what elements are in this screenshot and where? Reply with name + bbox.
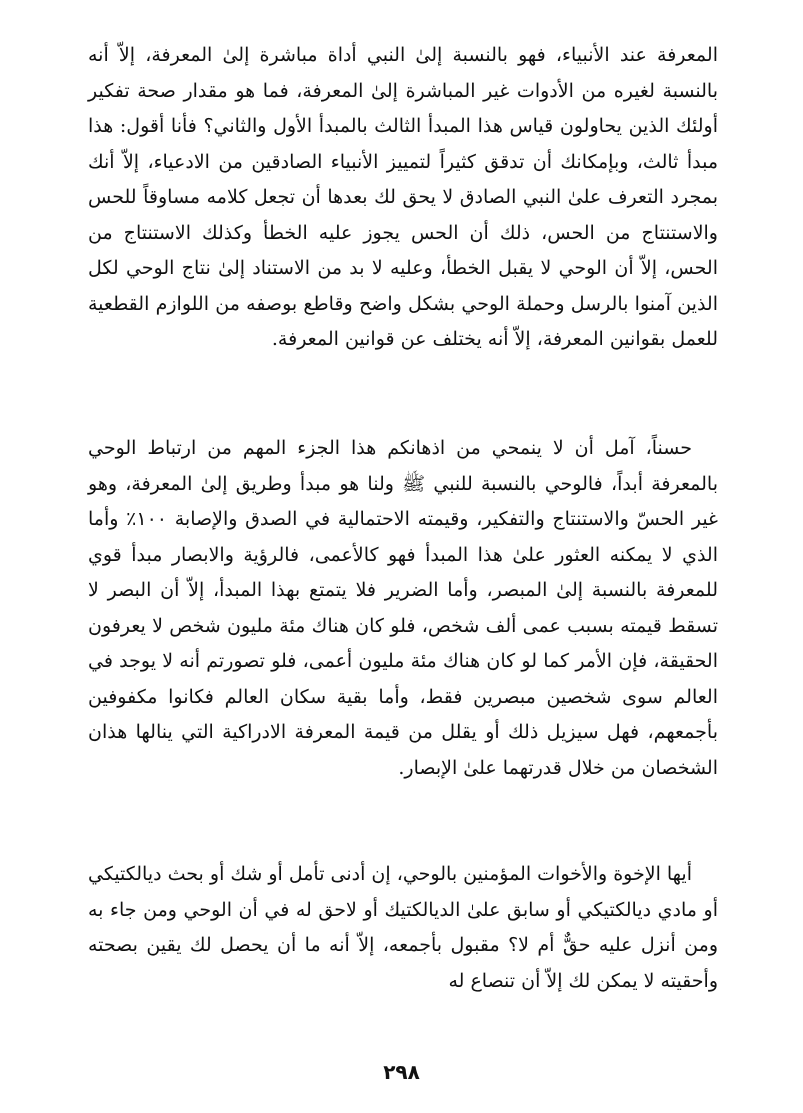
paragraph-3	[88, 857, 718, 999]
paragraph-1-text: المعرفة عند الأنبياء، فهو بالنسبة إلىٰ النبي أداة مباشرة إلىٰ المعرفة، إلاّ أنه بالنسبة لغيره من الأدوات غير المباشرة إلىٰ المعرفة، فما هو مقدار صحة تفكير أولئك الذين يحاولون قياس هذا المبدأ الثالث بالمبدأ الأول والثاني؟ فأنا أقول: هذا مبدأ ثالث، وبإمكانك أن تدقق كثيراً لتمييز الأنبياء الصادقين من الادعياء، إلاّ أنك بمجرد التعرف علىٰ النبي الصادق لا يحق لك بعدها أن تجعل كلامه مساوقاً للحس والاستنتاج من الحس، ذلك أن الحس يجوز عليه الخطأ وكذلك الاستنتاج من الحس، إلاّ أن الوحي لا يقبل الخطأ، وعليه لا بد من الاستناد إلىٰ نتاج الوحي لكل الذين آمنوا بالرسل وحملة الوحي بشكل واضح وقاطع بوصفه من اللوازم القطعية للعمل بقوانين المعرفة، إلاّ أنه يختلف عن قوانين المعرفة.	[88, 44, 718, 350]
page-number: ٢٩٨	[383, 1060, 420, 1084]
paragraph-2-text: حسناً، آمل أن لا ينمحي من اذهانكم هذا الجزء المهم من ارتباط الوحي بالمعرفة أبداً، فالوحي بالنسبة للنبي ﷺ ولنا هو مبدأ وطريق إلىٰ المعرفة، وهو غير الحسّ والاستنتاج والتفكير، وقيمته الاحتمالية في الصدق والإصابة ١٠٠٪ وأما الذي لا يمكنه العثور علىٰ هذا المبدأ فهو كالأعمى، فالرؤية والابصار مبدأ قوي للمعرفة بالنسبة إلىٰ المبصر، وأما الضرير فلا يتمتع بهذا المبدأ، إلاّ أن البصر لا تسقط قيمته بسبب عمى ألف شخص، فلو كان هناك مئة مليون شخص لا يعرفون الحقيقة، فإن الأمر كما لو كان هناك مئة مليون أعمى، فلو تصورتم أنه لا يوجد في العالم سوى شخصين مبصرين فقط، وأما بقية سكان العالم فكانوا مكفوفين بأجمعهم، فهل سيزيل ذلك أو يقلل من قيمة المعرفة الادراكية التي ينالها هذان الشخصان من خلال قدرتهما علىٰ الإبصار.	[88, 437, 718, 779]
paragraph-3-text: أيها الإخوة والأخوات المؤمنين بالوحي، إن أدنى تأمل أو شك أو بحث ديالكتيكي أو مادي ديالكتيكي أو سابق علىٰ الديالكتيك أو لاحق له في أن الوحي ومن جاء به ومن أنزل عليه حقٌّ أم لا؟ مقبول بأجمعه، إلاّ أنه ما أن يحصل لك يقين بصحته وأحقيته لا يمكن لك إلاّ أن تنصاع له	[87, 863, 718, 992]
paragraph-1	[88, 38, 718, 358]
paragraph-2	[88, 431, 718, 786]
